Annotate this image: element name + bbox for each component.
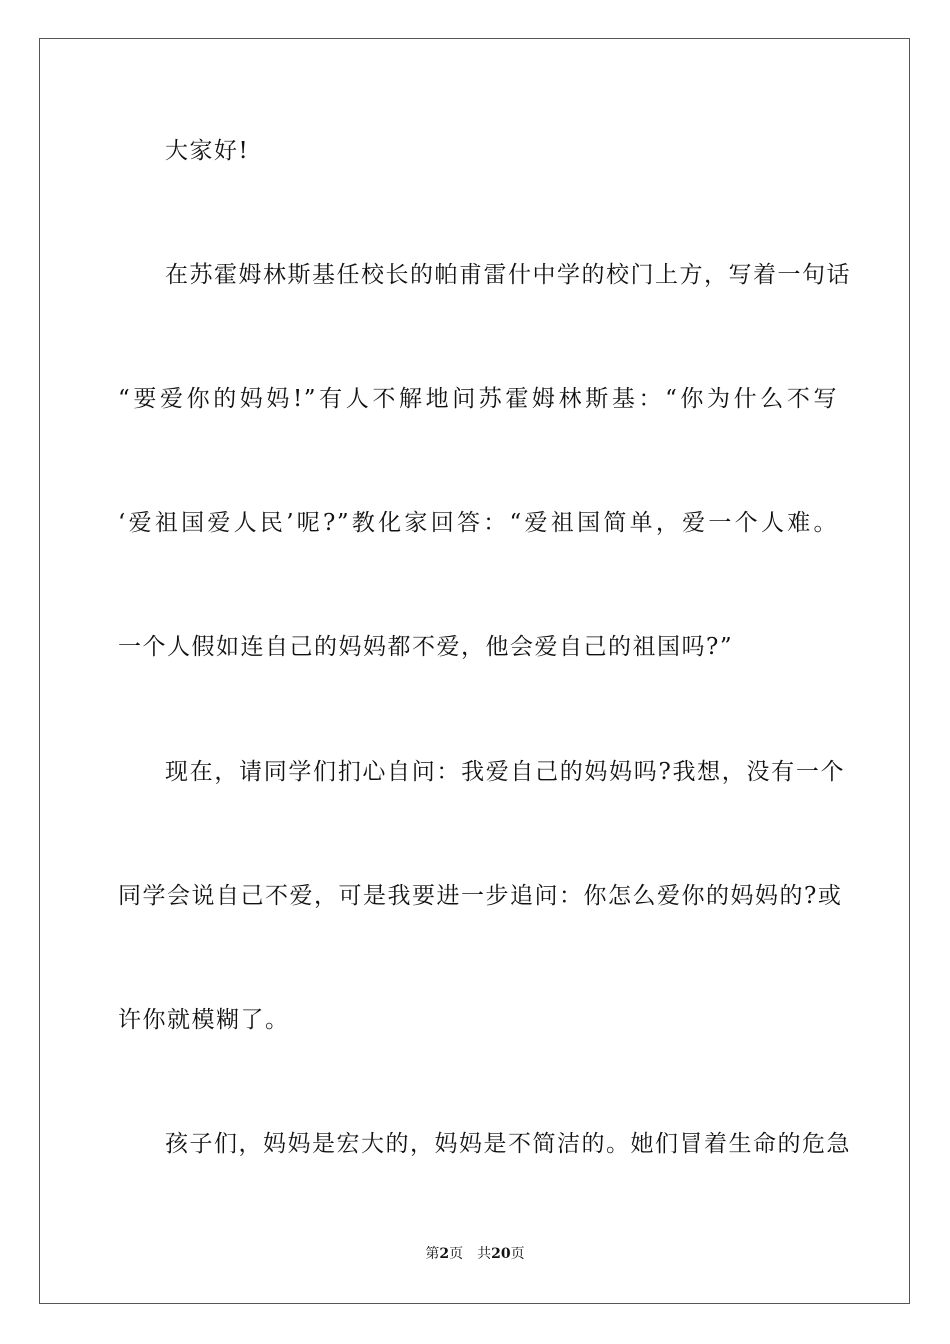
total-prefix: 共 xyxy=(477,1246,492,1262)
total-suffix: 页 xyxy=(510,1246,525,1262)
page-footer xyxy=(0,1245,950,1263)
paragraph-line: 在苏霍姆林斯基任校长的帕甫雷什中学的校门上方，写着一句话 xyxy=(165,262,851,288)
page-prefix: 第 xyxy=(425,1246,440,1262)
paragraph-line: 现在，请同学们扪心自问：我爱自己的妈妈吗?我想，没有一个 xyxy=(165,759,845,785)
paragraph-line: “要爱你的妈妈!”有人不解地问苏霍姆林斯基：“你为什么不写 xyxy=(118,386,838,412)
total-pages: 20 xyxy=(491,1246,511,1262)
page-suffix: 页 xyxy=(449,1246,464,1262)
paragraph-line: 一个人假如连自己的妈妈都不爱，他会爱自己的祖国吗?” xyxy=(118,634,734,660)
page-number: 2 xyxy=(439,1246,450,1262)
paragraph-line-greeting: 大家好! xyxy=(165,138,250,164)
paragraph-line: 孩子们，妈妈是宏大的，妈妈是不简洁的。她们冒着生命的危急 xyxy=(165,1131,851,1157)
paragraph-line: ‘爱祖国爱人民’呢?”教化家回答：“爱祖国简单，爱一个人难。 xyxy=(118,510,838,536)
paragraph-line: 同学会说自己不爱，可是我要进一步追问：你怎么爱你的妈妈的?或 xyxy=(118,883,843,909)
paragraph-line: 许你就模糊了。 xyxy=(118,1007,290,1033)
page-frame xyxy=(39,38,910,1304)
